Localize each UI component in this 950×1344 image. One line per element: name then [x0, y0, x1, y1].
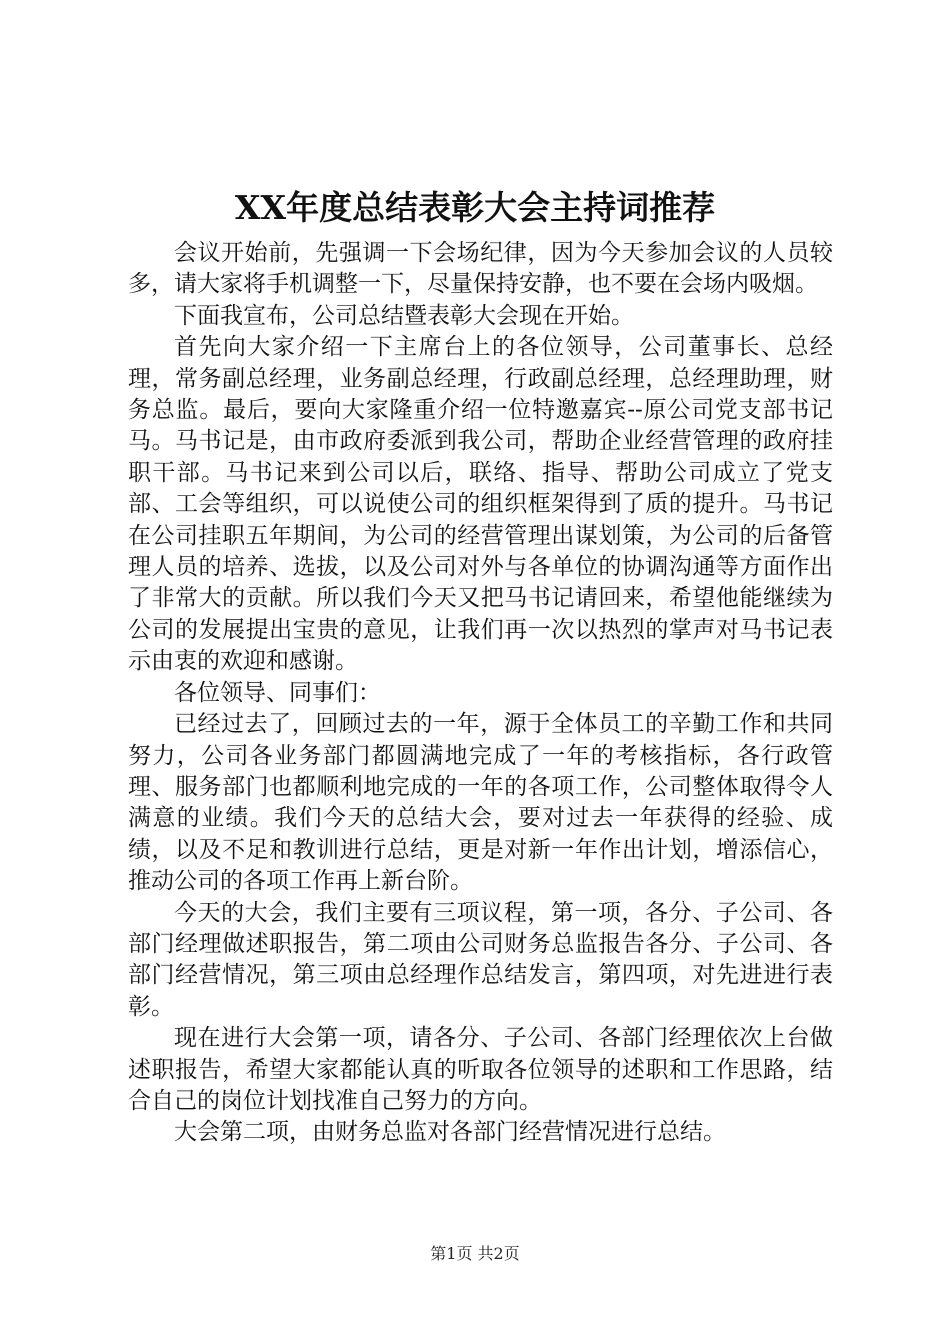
- page-number-footer: 第1页 共2页: [430, 1244, 520, 1263]
- paragraph-year-review: 已经过去了，回顾过去的一年，源于全体员工的辛勤工作和共同努力，公司各业务部门都圆满地完成了一年的考核指标，各行政管理、服务部门也都顺利地完成的一年的各项工作，公司整体取得令人满意的业绩。我们今天的总结大会，要对过去一年获得的经验、成绩，以及不足和教训进行总结，更是对新一年作出计划，增添信心，推动公司的各项工作再上新台阶。: [128, 711, 833, 895]
- paragraph-agenda: 今天的大会，我们主要有三项议程，第一项，各分、子公司、各部门经理做述职报告，第二项由公司财务总监报告各分、子公司、各部门经营情况，第三项由总经理作总结发言，第四项，对先进进行表彰。: [128, 899, 833, 1020]
- paragraph-opening-announcement: 下面我宣布，公司总结暨表彰大会现在开始。: [174, 302, 634, 329]
- paragraph-second-item: 大会第二项，由财务总监对各部门经营情况进行总结。: [174, 1119, 726, 1146]
- paragraph-leader-introduction: 首先向大家介绍一下主席台上的各位领导，公司董事长、总经理，常务副总经理，业务副总经理，行政副总经理，总经理助理，财务总监。最后，要向大家隆重介绍一位特邀嘉宾--原公司党支部书记马。马书记是，由市政府委派到我公司，帮助企业经营管理的政府挂职干部。马书记来到公司以后，联络、指导、帮助公司成立了党支部、工会等组织，可以说使公司的组织框架得到了质的提升。马书记在公司挂职五年期间，为公司的经营管理出谋划策，为公司的后备管理人员的培养、选拔，以及公司对外与各单位的协调沟通等方面作出了非常大的贡献。所以我们今天又把马书记请回来，希望他能继续为公司的发展提出宝贵的意见，让我们再一次以热烈的掌声对马书记表示由衷的欢迎和感谢。: [128, 334, 833, 675]
- paragraph-greeting: 各位领导、同事们：: [174, 679, 381, 706]
- paragraph-meeting-discipline: 会议开始前，先强调一下会场纪律，因为今天参加会议的人员较多，请大家将手机调整一下，尽量保持安静，也不要在会场内吸烟。: [128, 240, 833, 298]
- document-body: [128, 238, 833, 1149]
- paragraph-first-item: 现在进行大会第一项，请各分、子公司、各部门经理依次上台做述职报告，希望大家都能认真的听取各位领导的述职和工作思路，结合自己的岗位计划找准自己努力的方向。: [128, 1025, 833, 1114]
- document-title: XX年度总结表彰大会主持词推荐: [234, 188, 716, 227]
